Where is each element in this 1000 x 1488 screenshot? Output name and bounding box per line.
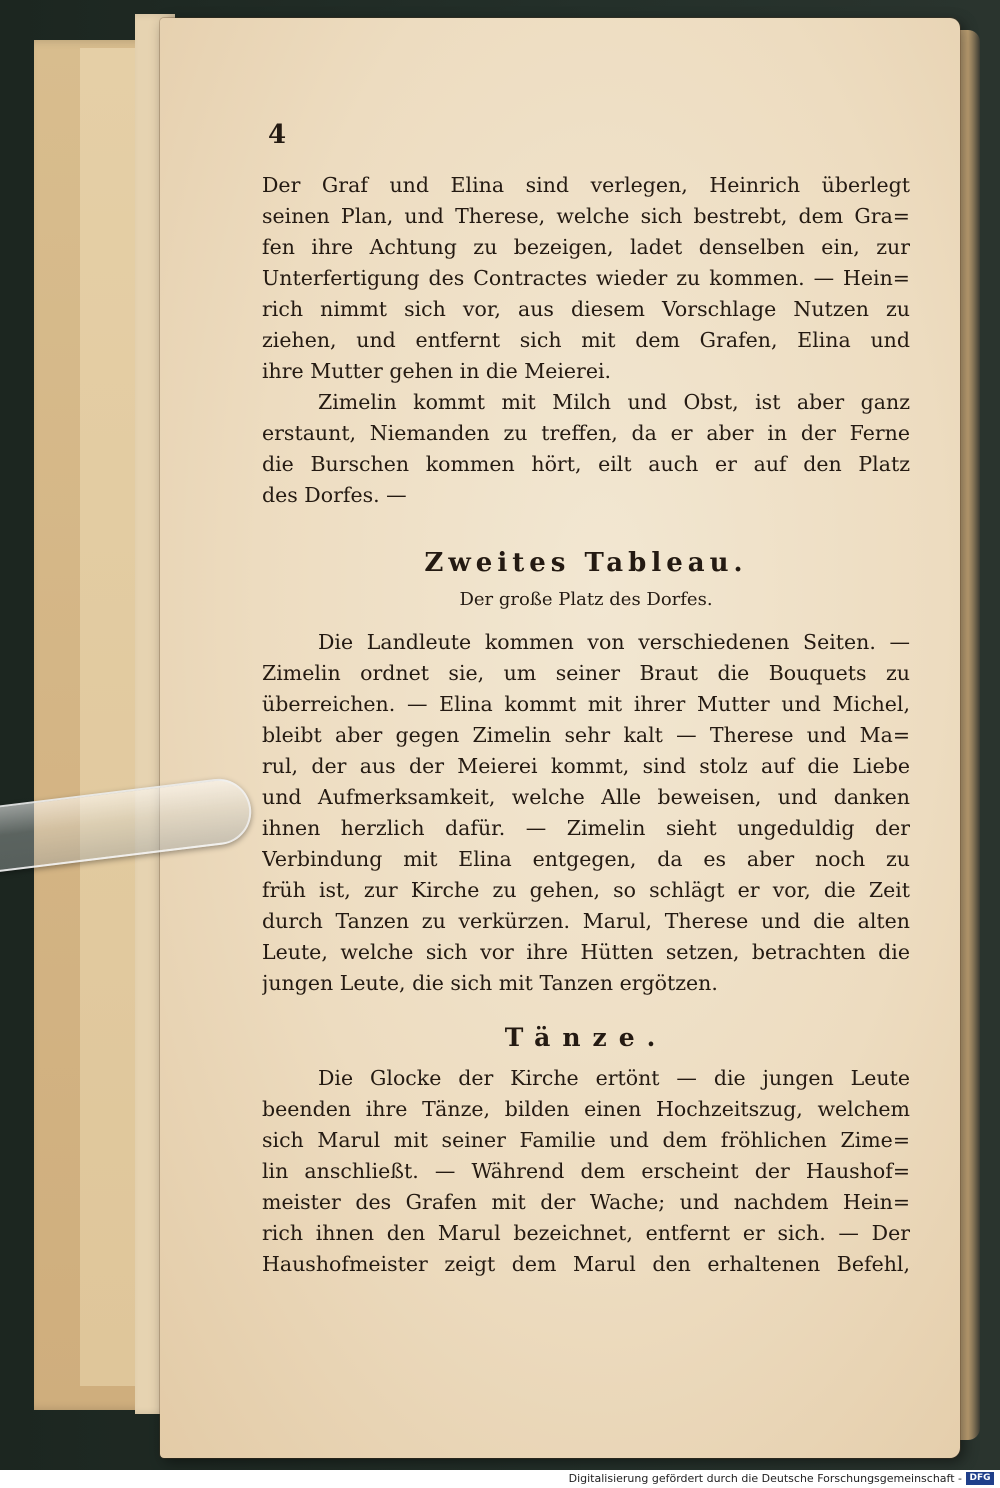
page-text xyxy=(262,120,910,1280)
text-line: rich ihnen den Marul bezeichnet, entfernt er sich. — Der xyxy=(262,1221,910,1245)
text-line: Verbindung mit Elina entgegen, da es aber noch zu xyxy=(262,847,910,871)
text-line: lin anschließt. — Während dem erscheint der Haushof= xyxy=(262,1159,910,1183)
text-line: seinen Plan, und Therese, welche sich bestrebt, dem Gra= xyxy=(262,204,910,228)
text-line: überreichen. — Elina kommt mit ihrer Mutter und Michel, xyxy=(262,692,910,716)
text-line: durch Tanzen zu verkürzen. Marul, Therese und die alten xyxy=(262,909,910,933)
text-line: sich Marul mit seiner Familie und dem fröhlichen Zime= xyxy=(262,1128,910,1152)
section-heading: Tänze. xyxy=(504,1023,668,1052)
page-number: 4 xyxy=(268,120,287,150)
section-heading: Zweites Tableau. xyxy=(424,548,748,578)
paragraph-2 xyxy=(262,387,910,511)
text-line: meister des Grafen mit der Wache; und nachdem Hein= xyxy=(262,1190,910,1214)
text-line: Unterfertigung des Contractes wieder zu kommen. — Hein= xyxy=(262,266,910,290)
text-line: erstaunt, Niemanden zu treffen, da er aber in der Ferne xyxy=(262,421,910,445)
text-line: ihre Mutter gehen in die Meierei. xyxy=(262,359,612,383)
paragraph-1 xyxy=(262,170,910,387)
text-line: ziehen, und entfernt sich mit dem Grafen, Elina und xyxy=(262,328,910,352)
dfg-logo: DFG xyxy=(966,1472,994,1485)
text-line: des Dorfes. — xyxy=(262,483,407,507)
text-line: die Burschen kommen hört, eilt auch er auf den Platz xyxy=(262,452,910,476)
footer-credit: Digitalisierung gefördert durch die Deutsche Forschungsgemeinschaft - xyxy=(568,1472,962,1485)
text-line: beenden ihre Tänze, bilden einen Hochzeitszug, welchem xyxy=(262,1097,910,1121)
paragraph-4 xyxy=(262,1063,910,1280)
text-line: rich nimmt sich vor, aus diesem Vorschlage Nutzen zu xyxy=(262,297,910,321)
footer-bar xyxy=(0,1470,1000,1488)
text-line: ihnen herzlich dafür. — Zimelin sieht ungeduldig der xyxy=(262,816,910,840)
text-line: und Aufmerksamkeit, welche Alle beweisen, und danken xyxy=(262,785,910,809)
text-line: Die Landleute kommen von verschiedenen Seiten. — xyxy=(318,630,910,654)
text-line: Der Graf und Elina sind verlegen, Heinrich überlegt xyxy=(262,173,910,197)
text-line: Leute, welche sich vor ihre Hütten setzen, betrachten die xyxy=(262,940,910,964)
text-line: fen ihre Achtung zu bezeigen, ladet denselben ein, zur xyxy=(262,235,910,259)
text-line: bleibt aber gegen Zimelin sehr kalt — Therese und Ma= xyxy=(262,723,910,747)
text-line: früh ist, zur Kirche zu gehen, so schlägt er vor, die Zeit xyxy=(262,878,910,902)
text-line: jungen Leute, die sich mit Tanzen ergötzen. xyxy=(262,971,718,995)
text-line: Haushofmeister zeigt dem Marul den erhaltenen Befehl, xyxy=(262,1252,910,1276)
text-line: Zimelin kommt mit Milch und Obst, ist aber ganz xyxy=(318,390,910,414)
text-line: rul, der aus der Meierei kommt, sind stolz auf die Liebe xyxy=(262,754,910,778)
text-line: Zimelin ordnet sie, um seiner Braut die Bouquets zu xyxy=(262,661,910,685)
section-subheading: Der große Platz des Dorfes. xyxy=(459,589,713,610)
paragraph-3 xyxy=(262,627,910,999)
text-line: Die Glocke der Kirche ertönt — die jungen Leute xyxy=(318,1066,910,1090)
